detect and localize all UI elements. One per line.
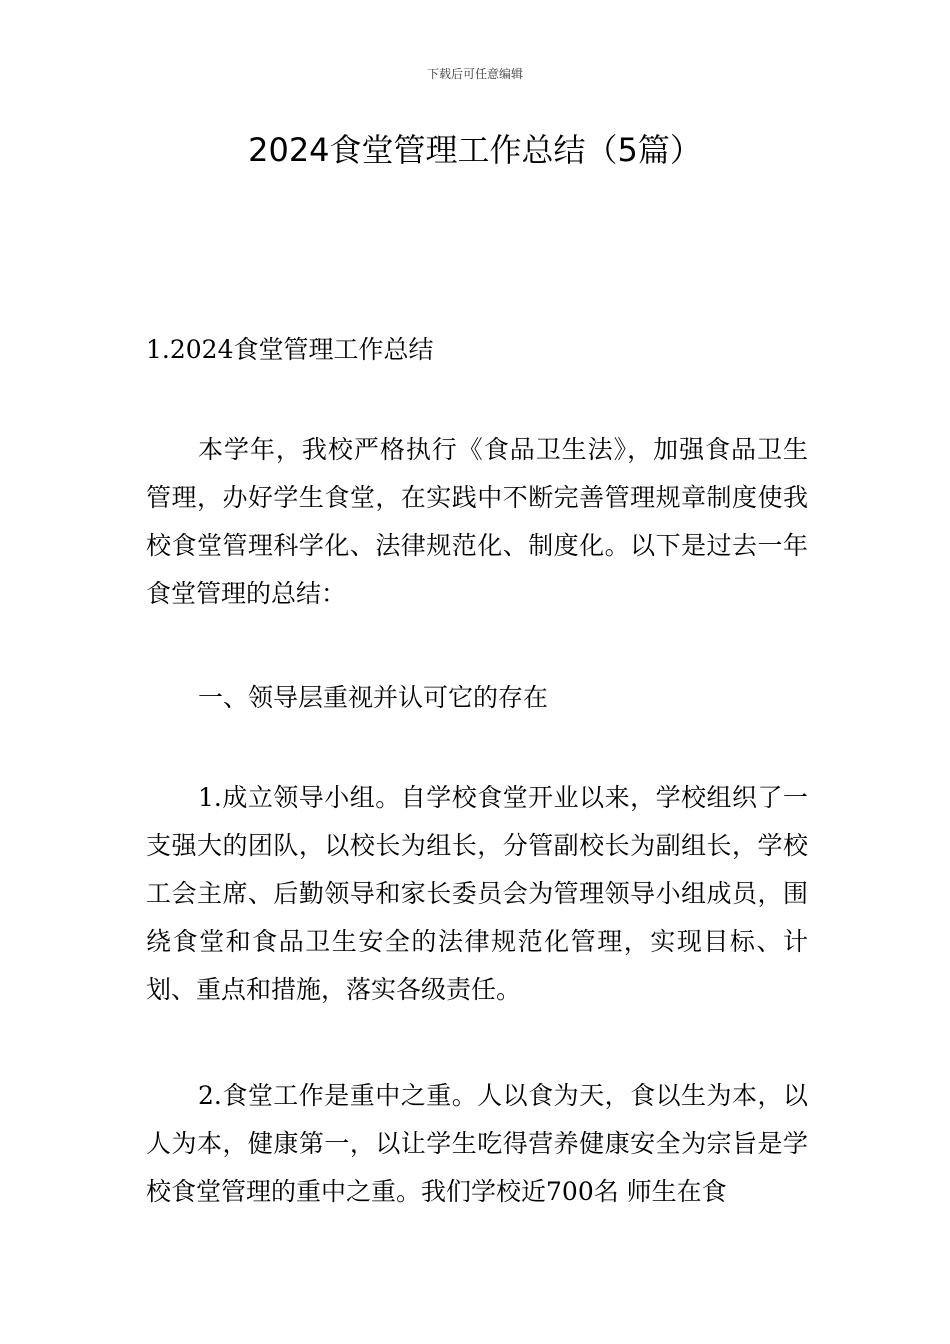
paragraph-subheading: 一、领导层重视并认可它的存在 bbox=[198, 683, 549, 712]
paragraph-leadership-group: 1.成立领导小组。自学校食堂开业以来，学校组织了一支强大的团队，以校长为组长，分管副校长为副组长，学校工会主席、后勤领导和家长委员会为管理领导小组成员，围绕食堂和食品卫生安全的法律规范化管理，实现目标、计划、重点和措施，落实各级责任。 bbox=[146, 783, 808, 1004]
paragraph-canteen-priority: 2.食堂工作是重中之重。人以食为天，食以生为本，以人为本，健康第一，以让学生吃得营养健康安全为宗旨是学校食堂管理的重中之重。我们学校近700名 师生在食 bbox=[146, 1081, 808, 1206]
paragraph-intro: 本学年，我校严格执行《食品卫生法》，加强食品卫生管理，办好学生食堂，在实践中不断完善管理规章制度使我校食堂管理科学化、法律规范化、制度化。以下是过去一年食堂管理的总结： bbox=[146, 435, 808, 608]
document-title: 2024食堂管理工作总结（5篇） bbox=[248, 131, 702, 169]
section-heading: 1.2024食堂管理工作总结 bbox=[146, 335, 434, 364]
header-note: 下载后可任意编辑 bbox=[426, 67, 523, 81]
